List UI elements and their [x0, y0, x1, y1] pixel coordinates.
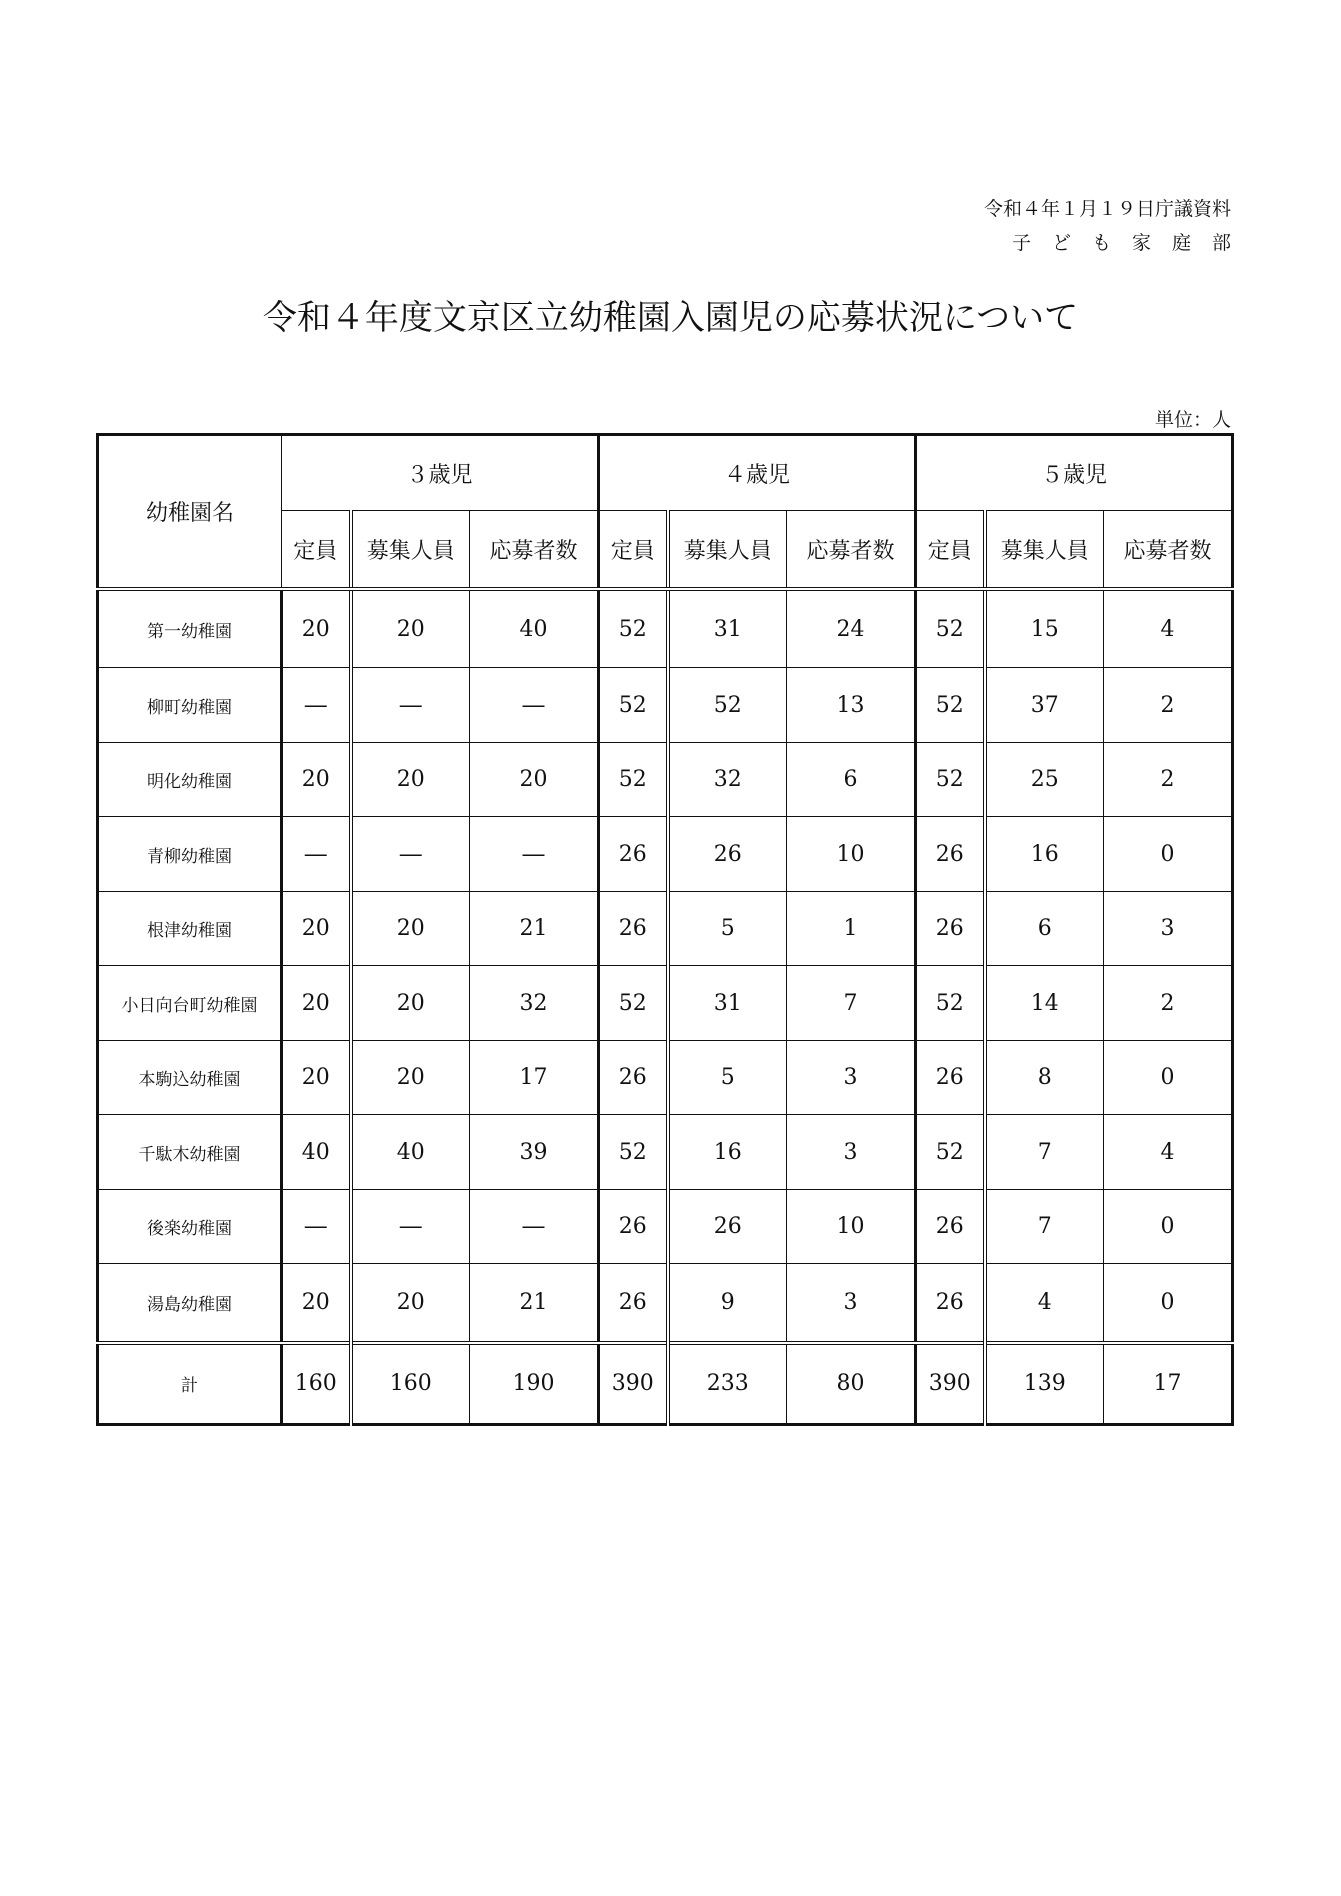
date-line: 令和４年１月１９日庁議資料: [983, 198, 1231, 220]
value-cell: 20: [351, 966, 470, 1041]
kindergarten-name: 第一幼稚園: [98, 589, 282, 668]
total-row: [98, 1343, 1233, 1425]
value-cell: 80: [787, 1343, 916, 1425]
total-label: 計: [98, 1343, 282, 1425]
value-cell: 52: [599, 589, 668, 668]
value-cell: 20: [351, 1264, 470, 1343]
value-cell: 4: [1104, 1115, 1233, 1190]
value-cell: 5: [668, 891, 787, 966]
value-cell: 52: [599, 1115, 668, 1190]
value-cell: 17: [1104, 1343, 1233, 1425]
subheader-capacity: 定員: [916, 511, 985, 590]
value-cell: 190: [470, 1343, 599, 1425]
name-header: 幼稚園名: [98, 435, 282, 590]
value-cell: 8: [985, 1040, 1104, 1115]
table-row: [98, 668, 1233, 743]
value-cell: 31: [668, 966, 787, 1041]
kindergarten-name: 後楽幼稚園: [98, 1189, 282, 1264]
value-cell: 25: [985, 742, 1104, 817]
value-cell: 16: [668, 1115, 787, 1190]
value-cell: 26: [916, 1040, 985, 1115]
value-cell: 10: [787, 817, 916, 892]
value-cell: 13: [787, 668, 916, 743]
value-cell: 4: [1104, 589, 1233, 668]
value-cell: ―: [282, 668, 351, 743]
group-header: ３歳児: [282, 435, 599, 511]
value-cell: 52: [668, 668, 787, 743]
kindergarten-name: 千駄木幼稚園: [98, 1115, 282, 1190]
value-cell: 52: [599, 966, 668, 1041]
value-cell: 390: [916, 1343, 985, 1425]
value-cell: 26: [916, 817, 985, 892]
value-cell: 7: [985, 1189, 1104, 1264]
value-cell: 52: [916, 1115, 985, 1190]
value-cell: 32: [668, 742, 787, 817]
department-line: 子ども家庭部: [1011, 232, 1252, 254]
subheader-capacity: 定員: [599, 511, 668, 590]
value-cell: 20: [282, 1040, 351, 1115]
kindergarten-name: 本駒込幼稚園: [98, 1040, 282, 1115]
value-cell: 20: [282, 589, 351, 668]
table-row: [98, 1040, 1233, 1115]
value-cell: 2: [1104, 742, 1233, 817]
value-cell: 2: [1104, 966, 1233, 1041]
value-cell: 37: [985, 668, 1104, 743]
value-cell: 5: [668, 1040, 787, 1115]
value-cell: 20: [282, 966, 351, 1041]
value-cell: 40: [351, 1115, 470, 1190]
value-cell: 0: [1104, 817, 1233, 892]
value-cell: 20: [470, 742, 599, 817]
subheader-applicants: 応募者数: [787, 511, 916, 590]
value-cell: 20: [351, 1040, 470, 1115]
subheader-recruitment: 募集人員: [985, 511, 1104, 590]
value-cell: 26: [916, 891, 985, 966]
value-cell: 21: [470, 1264, 599, 1343]
value-cell: 17: [470, 1040, 599, 1115]
value-cell: 26: [599, 817, 668, 892]
value-cell: 20: [351, 589, 470, 668]
value-cell: 52: [599, 742, 668, 817]
value-cell: 16: [985, 817, 1104, 892]
table-row: [98, 589, 1233, 668]
value-cell: 20: [351, 891, 470, 966]
value-cell: 26: [599, 1040, 668, 1115]
value-cell: 3: [787, 1115, 916, 1190]
value-cell: 26: [916, 1189, 985, 1264]
value-cell: 0: [1104, 1040, 1233, 1115]
value-cell: 40: [470, 589, 599, 668]
value-cell: 7: [787, 966, 916, 1041]
value-cell: 6: [985, 891, 1104, 966]
value-cell: 160: [282, 1343, 351, 1425]
value-cell: 32: [470, 966, 599, 1041]
table-row: [98, 966, 1233, 1041]
table-body: [98, 589, 1233, 1425]
value-cell: 26: [599, 1189, 668, 1264]
value-cell: 26: [668, 1189, 787, 1264]
value-cell: 31: [668, 589, 787, 668]
value-cell: 2: [1104, 668, 1233, 743]
value-cell: ―: [351, 817, 470, 892]
value-cell: 26: [668, 817, 787, 892]
value-cell: ―: [470, 668, 599, 743]
subheader-recruitment: 募集人員: [668, 511, 787, 590]
value-cell: 15: [985, 589, 1104, 668]
value-cell: 3: [1104, 891, 1233, 966]
subheader-recruitment: 募集人員: [351, 511, 470, 590]
value-cell: 21: [470, 891, 599, 966]
value-cell: 20: [282, 1264, 351, 1343]
value-cell: 52: [916, 742, 985, 817]
value-cell: 0: [1104, 1264, 1233, 1343]
value-cell: 160: [351, 1343, 470, 1425]
document-meta: [983, 192, 1252, 260]
value-cell: 3: [787, 1264, 916, 1343]
group-header: ４歳児: [599, 435, 916, 511]
subheader-capacity: 定員: [282, 511, 351, 590]
value-cell: 10: [787, 1189, 916, 1264]
value-cell: 0: [1104, 1189, 1233, 1264]
value-cell: 20: [282, 891, 351, 966]
value-cell: 139: [985, 1343, 1104, 1425]
value-cell: 52: [916, 589, 985, 668]
value-cell: 20: [282, 742, 351, 817]
value-cell: ―: [351, 668, 470, 743]
table-row: [98, 1115, 1233, 1190]
value-cell: 52: [599, 668, 668, 743]
value-cell: 20: [351, 742, 470, 817]
unit-label: 単位：人: [1154, 409, 1231, 431]
page-title: 令和４年度文京区立幼稚園入園児の応募状況について: [262, 298, 1079, 338]
table-row: [98, 742, 1233, 817]
value-cell: ―: [470, 1189, 599, 1264]
kindergarten-name: 湯島幼稚園: [98, 1264, 282, 1343]
kindergarten-name: 青柳幼稚園: [98, 817, 282, 892]
value-cell: 24: [787, 589, 916, 668]
value-cell: 3: [787, 1040, 916, 1115]
value-cell: 390: [599, 1343, 668, 1425]
value-cell: ―: [470, 817, 599, 892]
subheader-applicants: 応募者数: [470, 511, 599, 590]
subheader-applicants: 応募者数: [1104, 511, 1233, 590]
kindergarten-name: 根津幼稚園: [98, 891, 282, 966]
group-header: ５歳児: [916, 435, 1233, 511]
table-row: [98, 1189, 1233, 1264]
value-cell: 6: [787, 742, 916, 817]
table-row: [98, 891, 1233, 966]
value-cell: 26: [599, 891, 668, 966]
value-cell: 26: [916, 1264, 985, 1343]
kindergarten-name: 明化幼稚園: [98, 742, 282, 817]
value-cell: 14: [985, 966, 1104, 1041]
kindergarten-name: 柳町幼稚園: [98, 668, 282, 743]
value-cell: 9: [668, 1264, 787, 1343]
value-cell: 52: [916, 668, 985, 743]
value-cell: 233: [668, 1343, 787, 1425]
value-cell: 39: [470, 1115, 599, 1190]
value-cell: 7: [985, 1115, 1104, 1190]
header-row-groups: [98, 435, 1233, 511]
table-row: [98, 817, 1233, 892]
application-table: [96, 433, 1234, 1426]
value-cell: 40: [282, 1115, 351, 1190]
value-cell: 52: [916, 966, 985, 1041]
value-cell: 1: [787, 891, 916, 966]
kindergarten-name: 小日向台町幼稚園: [98, 966, 282, 1041]
value-cell: ―: [351, 1189, 470, 1264]
value-cell: 4: [985, 1264, 1104, 1343]
value-cell: 26: [599, 1264, 668, 1343]
table-row: [98, 1264, 1233, 1343]
value-cell: ―: [282, 1189, 351, 1264]
value-cell: ―: [282, 817, 351, 892]
